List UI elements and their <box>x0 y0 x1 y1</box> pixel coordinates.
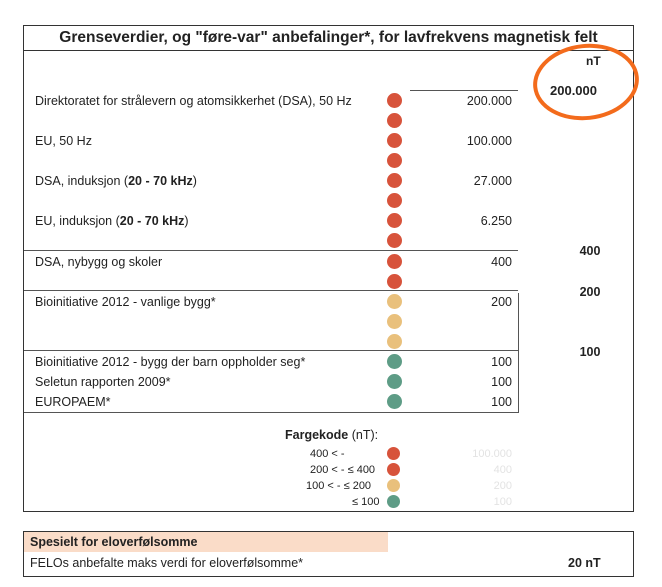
legend-red-dot <box>387 463 400 476</box>
felo-label: FELOs anbefalte maks verdi for eloverfølsomme* <box>30 556 304 570</box>
row-label: Bioinitiative 2012 - vanlige bygg* <box>35 295 216 309</box>
legend-red-dot <box>387 447 400 460</box>
row-value: 6.250 <box>480 214 512 228</box>
row-label-bold: 20 - 70 kHz <box>119 214 185 228</box>
green-dot <box>387 354 402 369</box>
row-label: EUROPAEM* <box>35 395 111 409</box>
side-value: 100 <box>579 345 601 359</box>
red-dot <box>387 113 402 128</box>
red-dot <box>387 193 402 208</box>
legend-title <box>285 428 378 442</box>
legend-title-unit: (nT): <box>351 428 379 442</box>
row-label: Seletun rapporten 2009* <box>35 375 171 389</box>
special-header: Spesielt for eloverfølsomme <box>24 532 388 552</box>
row-label: EU, 50 Hz <box>35 134 92 148</box>
side-value: 400 <box>579 244 601 258</box>
divider <box>24 412 518 413</box>
row-value: 200 <box>491 295 512 309</box>
red-dot <box>387 153 402 168</box>
legend-range: 200 < - ≤ 400 <box>310 464 376 476</box>
row-value: 100 <box>491 375 512 389</box>
highlight-value: 200.000 <box>550 83 597 98</box>
legend-green-dot <box>387 495 400 508</box>
legend-range: 400 < - <box>310 448 345 460</box>
row-label-part: DSA, induksjon ( <box>35 174 129 188</box>
red-dot <box>387 133 402 148</box>
row-label <box>35 214 189 228</box>
row-label-part: ) <box>192 174 197 188</box>
divider <box>518 293 519 413</box>
legend-yellow-dot <box>387 479 400 492</box>
row-label-bold: 20 - 70 kHz <box>128 174 193 188</box>
green-dot <box>387 374 402 389</box>
divider <box>410 90 518 91</box>
red-dot <box>387 233 402 248</box>
divider <box>24 250 518 251</box>
divider <box>24 350 518 351</box>
row-label: Direktoratet for strålevern og atomsikkerhet (DSA), 50 Hz <box>35 94 352 108</box>
row-value: 200.000 <box>466 94 512 108</box>
row-label-part: EU, induksjon ( <box>35 214 120 228</box>
red-dot <box>387 254 402 269</box>
unit-label: nT <box>586 54 601 68</box>
red-dot <box>387 213 402 228</box>
yellow-dot <box>387 334 402 349</box>
row-value: 100.000 <box>466 134 512 148</box>
red-dot <box>387 93 402 108</box>
divider <box>24 290 518 291</box>
row-label-part: ) <box>184 214 189 228</box>
row-label: Bioinitiative 2012 - bygg der barn oppholder seg* <box>35 355 306 369</box>
yellow-dot <box>387 294 402 309</box>
row-label: DSA, nybygg og skoler <box>35 255 163 269</box>
red-dot <box>387 274 402 289</box>
row-value: 27.000 <box>473 174 512 188</box>
legend-ghost-value: 100 <box>493 496 512 508</box>
side-value: 200 <box>579 285 601 299</box>
legend-range: ≤ 100 <box>352 496 380 508</box>
legend-ghost-value: 100.000 <box>472 448 512 460</box>
green-dot <box>387 394 402 409</box>
row-value: 100 <box>491 395 512 409</box>
red-dot <box>387 173 402 188</box>
row-value: 400 <box>491 255 512 269</box>
table-title: Grenseverdier, og "føre-var" anbefalinger*, for lavfrekvens magnetisk felt <box>24 26 633 51</box>
legend-ghost-value: 200 <box>493 480 512 492</box>
legend-title-bold: Fargekode <box>285 428 349 442</box>
yellow-dot <box>387 314 402 329</box>
row-value: 100 <box>491 355 512 369</box>
legend-range: 100 < - ≤ 200 <box>306 480 372 492</box>
legend-ghost-value: 400 <box>493 464 512 476</box>
felo-value: 20 nT <box>568 556 601 570</box>
row-label <box>35 174 197 188</box>
